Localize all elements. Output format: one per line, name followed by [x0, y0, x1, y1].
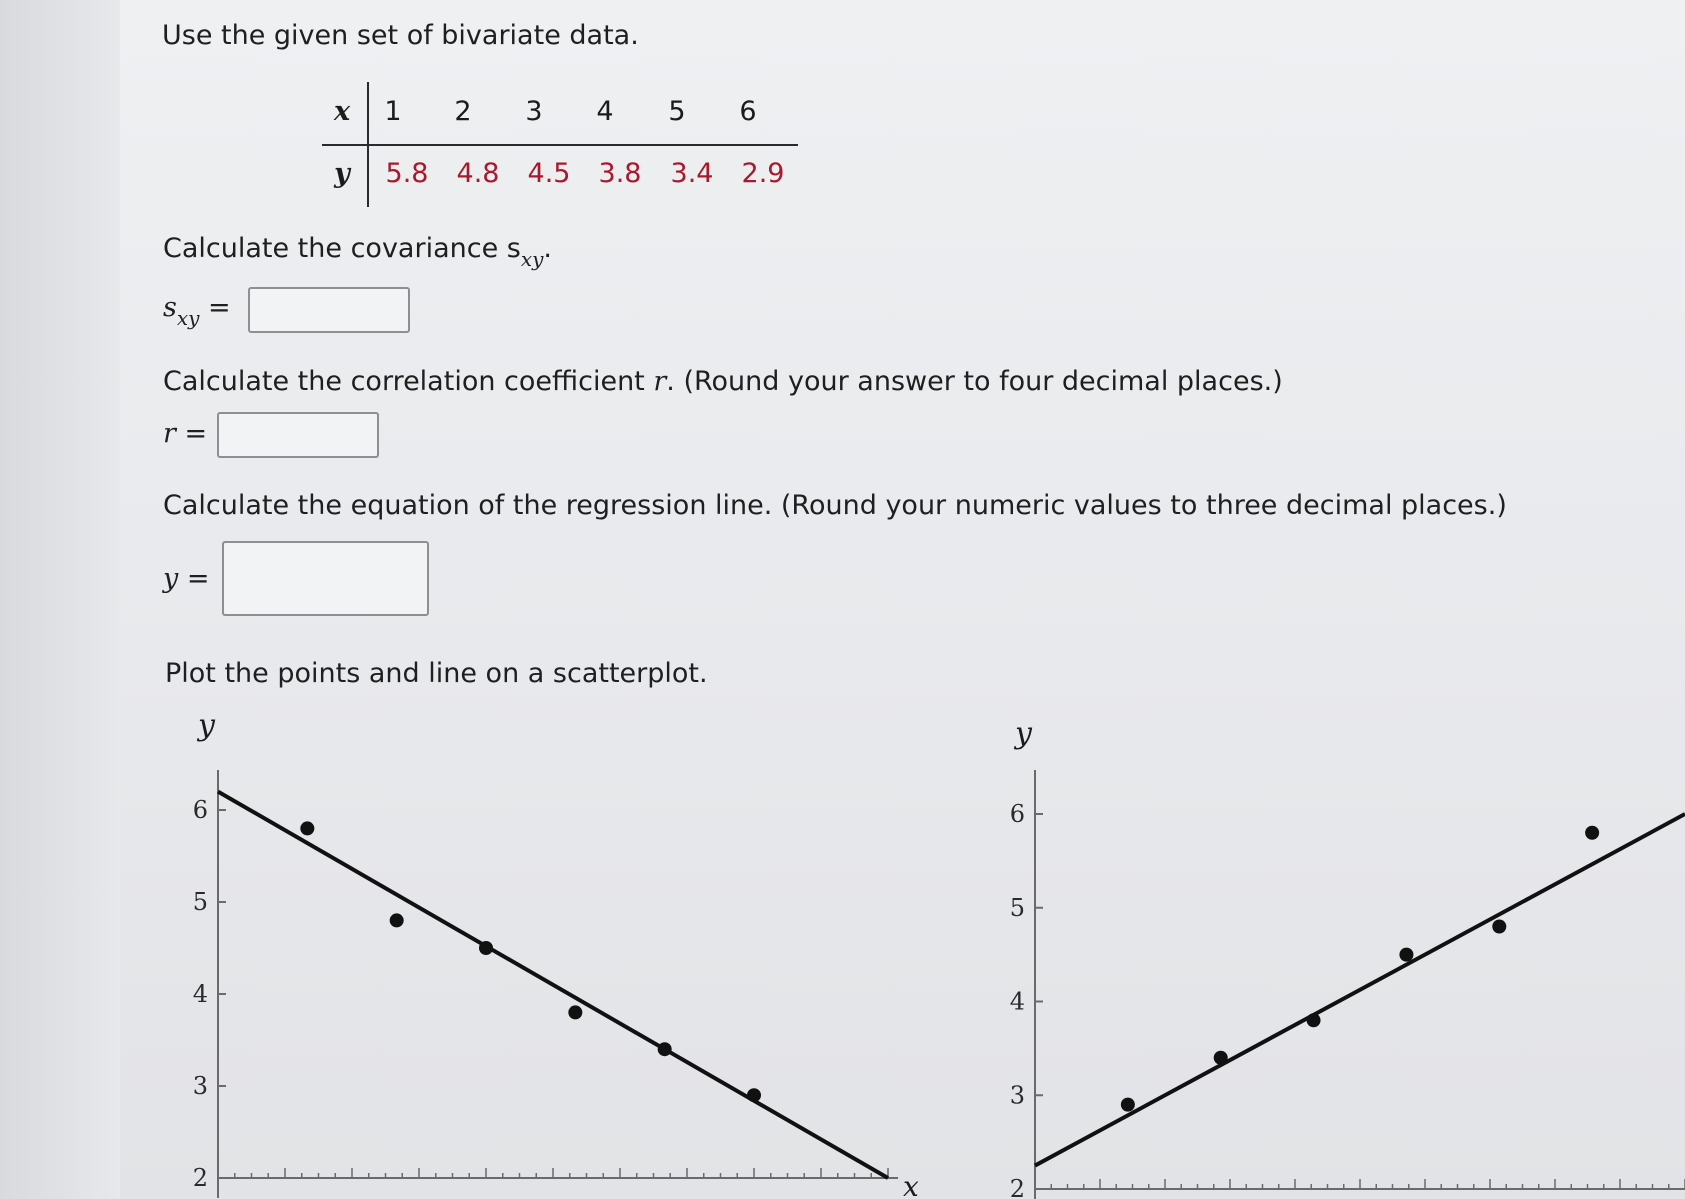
scatterplot-option-right[interactable] [985, 710, 1685, 1199]
data-point [390, 913, 404, 927]
y-tick-label: 6 [1009, 800, 1025, 828]
y-tick-label: 3 [1009, 1081, 1025, 1110]
data-point [1399, 948, 1413, 962]
regression-line [218, 792, 888, 1178]
regression-label [163, 563, 209, 594]
regression-label-symbol: y [163, 563, 179, 594]
covariance-answer-input[interactable] [248, 287, 410, 333]
correlation-prompt-variable: r [653, 366, 667, 397]
correlation-equals-sign: = [184, 418, 208, 449]
correlation-label [163, 418, 207, 449]
correlation-prompt [163, 366, 1283, 397]
y-tick-label: 2 [1009, 1175, 1025, 1199]
correlation-label-symbol: r [163, 418, 176, 449]
data-point [479, 941, 493, 955]
data-table [322, 82, 798, 207]
x-axis-label: x [903, 1170, 919, 1199]
covariance-prompt-period: . [543, 233, 553, 264]
regression-equals-sign: = [186, 563, 210, 594]
table-y-cell: 2.9 [741, 158, 785, 189]
table-x-cell: 2 [454, 96, 472, 127]
data-point [1214, 1051, 1228, 1065]
scatterplot-prompt: Plot the points and line on a scatterplot. [165, 658, 708, 689]
data-point [1307, 1013, 1321, 1027]
y-tick-label: 5 [192, 888, 208, 916]
table-x-label: x [333, 96, 351, 127]
data-point [1492, 920, 1506, 934]
y-axis-label: y [198, 710, 215, 743]
page-shadow [0, 0, 120, 1199]
table-x-cell: 1 [384, 96, 402, 127]
table-y-label: y [334, 158, 350, 189]
regression-line [1035, 814, 1685, 1166]
table-x-cell: 6 [739, 96, 757, 127]
data-point [568, 1005, 582, 1019]
y-tick-label: 4 [192, 980, 208, 1008]
covariance-prompt-text: Calculate the covariance s [163, 233, 521, 264]
question-intro: Use the given set of bivariate data. [162, 20, 639, 51]
data-point [658, 1042, 672, 1056]
data-point [300, 821, 314, 835]
table-x-cell: 4 [596, 96, 614, 127]
table-x-cell: 3 [525, 96, 543, 127]
data-point [1121, 1098, 1135, 1112]
y-tick-label: 5 [1009, 893, 1025, 922]
covariance-label-symbol: s [163, 292, 177, 323]
correlation-prompt-text: Calculate the correlation coefficient [163, 366, 654, 397]
y-tick-label: 2 [192, 1164, 208, 1192]
data-point [1585, 826, 1599, 840]
table-y-cell: 4.5 [527, 158, 571, 189]
covariance-label [163, 292, 231, 330]
table-y-cell: 5.8 [385, 158, 429, 189]
y-tick-label: 4 [1009, 987, 1025, 1016]
covariance-prompt-subscript: xy [520, 247, 544, 271]
covariance-prompt [163, 233, 553, 271]
data-point [747, 1088, 761, 1102]
covariance-equals-sign: = [208, 292, 231, 323]
regression-prompt: Calculate the equation of the regression line. (Round your numeric values to three decimal places.) [163, 490, 1507, 521]
table-x-cell: 5 [668, 96, 686, 127]
y-tick-label: 3 [192, 1072, 208, 1100]
regression-answer-input[interactable] [222, 541, 429, 616]
correlation-prompt-instructions: . (Round your answer to four decimal places.) [666, 366, 1283, 397]
table-horizontal-rule [322, 144, 798, 146]
y-tick-label: 6 [192, 796, 208, 824]
correlation-answer-input[interactable] [217, 412, 379, 458]
table-y-cell: 4.8 [456, 158, 500, 189]
table-y-cell: 3.8 [598, 158, 642, 189]
table-y-cell: 3.4 [670, 158, 714, 189]
covariance-label-subscript: xy [176, 306, 200, 330]
y-axis-label: y [1015, 716, 1032, 751]
scatterplot-option-left[interactable] [170, 710, 930, 1199]
